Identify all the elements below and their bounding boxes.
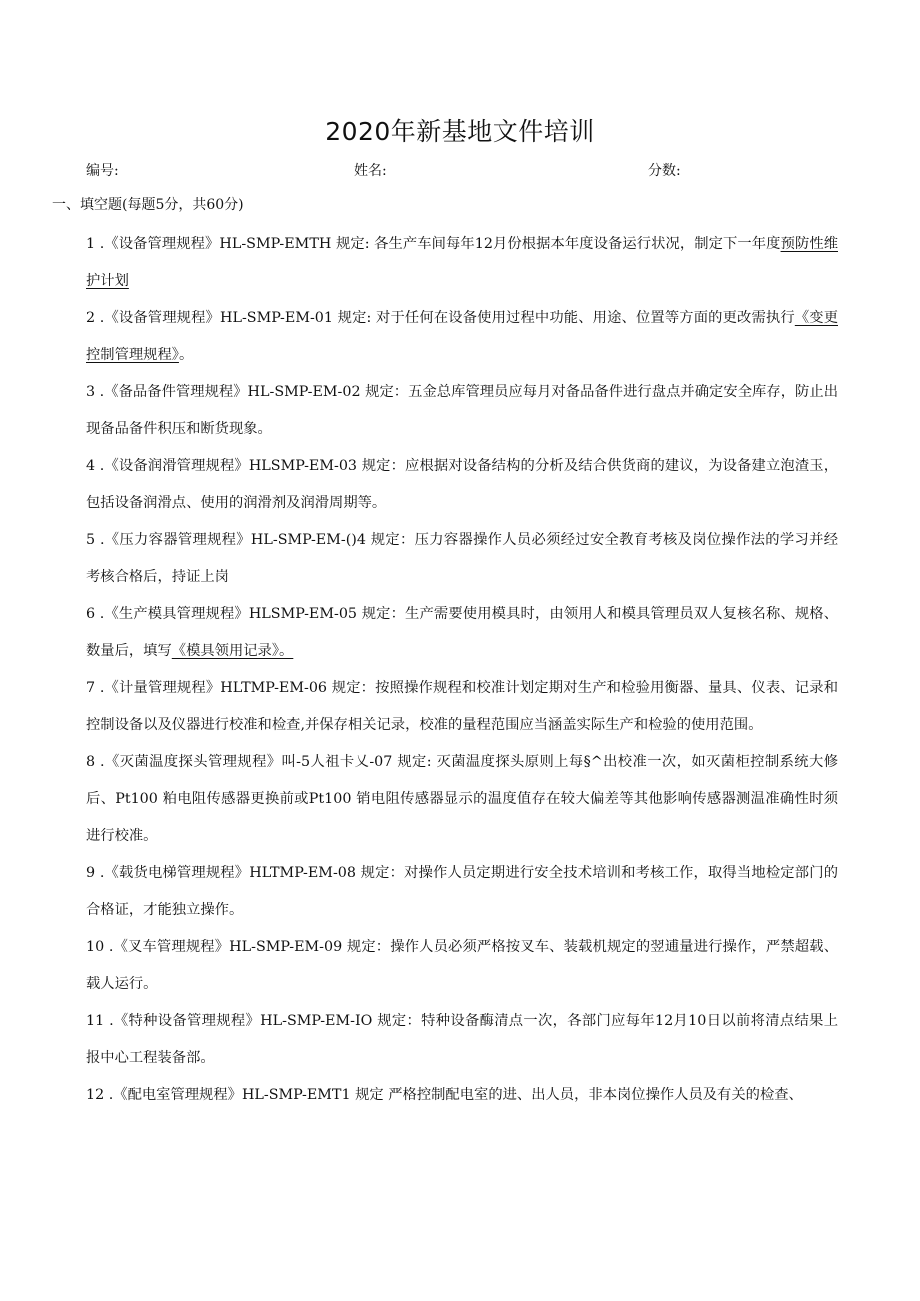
answer-text: 预防性维护计划 — [86, 236, 838, 289]
question-item — [86, 300, 838, 374]
question-text-tail: 。 — [178, 347, 194, 363]
question-item — [86, 744, 838, 855]
question-text: 11 .《特种设备管理规程》HL-SMP-EM-IO 规定：特种设备酶清点一次，各部门应每年12月10日以前将清点结果上报中心工程装备部。 — [86, 1013, 838, 1066]
number-field-label: 编号: — [86, 163, 119, 179]
question-item — [86, 1077, 838, 1114]
question-item — [86, 670, 838, 744]
question-list — [86, 226, 838, 1114]
question-text: 8 .《灭菌温度探头管理规程》叫-5人祖卡乂-07 规定: 灭菌温度探头原则上每§^出校准一次，如灭菌柜控制系统大修后、Pt100 粕电阻传感器更换前或Pt100 销电阻传感器显示的温度值存在较大偏差等其他影响传感器测温准确性时须进行校准。 — [86, 754, 838, 844]
question-item — [86, 226, 838, 300]
answer-text: 《变更控制管理规程》 — [86, 310, 838, 363]
question-item — [86, 1003, 838, 1077]
question-item — [86, 374, 838, 448]
question-item — [86, 929, 838, 1003]
question-text: 9 .《载货电梯管理规程》HLTMP-EM-08 规定：对操作人员定期进行安全技术培训和考核工作，取得当地检定部门的合格证，才能独立操作。 — [86, 865, 838, 918]
answer-text: 《模具领用记录》。 — [171, 643, 294, 659]
document-title: 2020年新基地文件培训 — [325, 117, 595, 146]
question-text: 6 .《生产模具管理规程》HLSMP-EM-05 规定：生产需要使用模具时，由领用人和模具管理员双人复核名称、规格、数量后，填写 — [86, 606, 838, 659]
question-text: 7 .《计量管理规程》HLTMP-EM-06 规定：按照操作规程和校准计划定期对生产和检验用衡器、量具、仪表、记录和控制设备以及仪器进行校准和检查,并保存相关记录，校准的量程范围应当涵盖实际生产和检验的使用范围。 — [86, 680, 838, 733]
question-text: 10 .《叉车管理规程》HL-SMP-EM-09 规定：操作人员必须严格按叉车、装载机规定的翌逋量进行操作，严禁超载、载人运行。 — [86, 939, 838, 992]
name-field-label: 姓名: — [354, 163, 387, 179]
question-item — [86, 522, 838, 596]
section-heading: 一、填空题(每题5分，共60分) — [52, 197, 244, 213]
question-item — [86, 596, 838, 670]
question-text: 2 .《设备管理规程》HL-SMP-EM-01 规定: 对于任何在设备使用过程中功能、用途、位置等方面的更改需执行 — [86, 310, 795, 326]
question-text: 3 .《备品备件管理规程》HL-SMP-EM-02 规定：五金总库管理员应每月对备品备件进行盘点并确定安全库存，防止出现备品备件积压和断货现象。 — [86, 384, 838, 437]
question-text: 4 .《设备润滑管理规程》HLSMP-EM-03 规定：应根据对设备结构的分析及结合供货商的建议，为设备建立泡渣玉，包括设备润滑点、使用的润滑剂及润滑周期等。 — [86, 458, 838, 511]
question-text: 1 .《设备管理规程》HL-SMP-EMTH 规定: 各生产车间每年12月份根据本年度设备运行状况，制定下一年度 — [86, 236, 781, 252]
question-item — [86, 448, 838, 522]
question-text: 5 .《压力容器管理规程》HL-SMP-EM-()4 规定：压力容器操作人员必须经过安全教育考核及岗位操作法的学习并经考核合格后，持证上岗 — [86, 532, 838, 585]
score-field-label: 分数: — [648, 163, 681, 179]
question-item — [86, 855, 838, 929]
question-text: 12 .《配电室管理规程》HL-SMP-EMT1 规定 严格控制配电室的进、出人员，非本岗位操作人员及有关的检查、 — [86, 1087, 803, 1103]
